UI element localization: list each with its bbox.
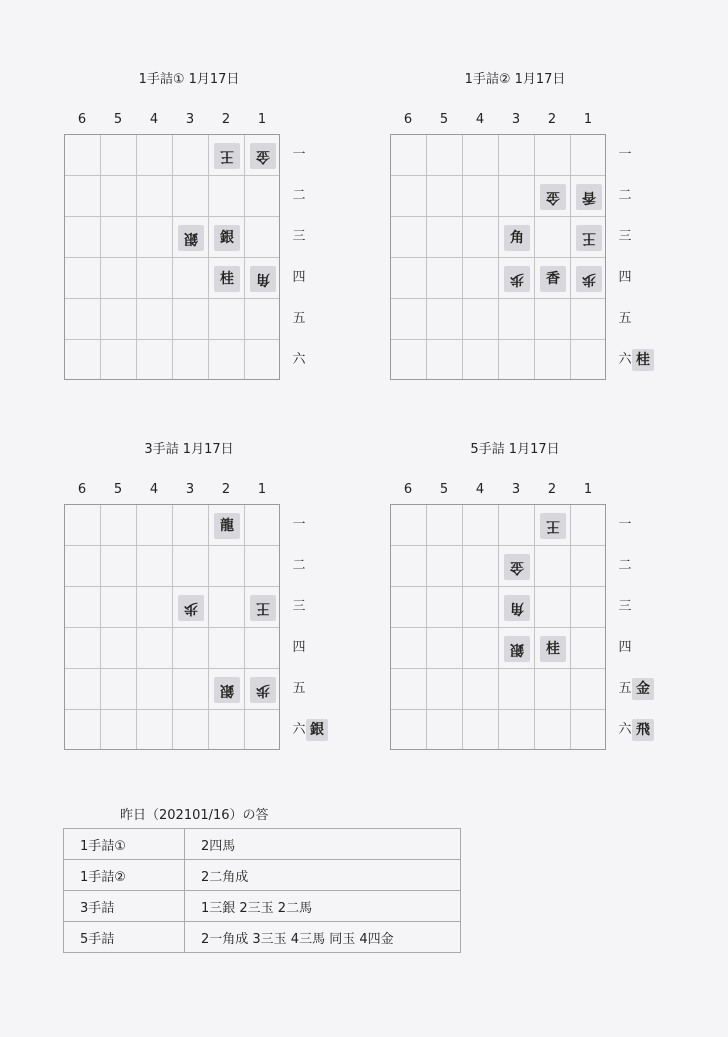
row-label: 三 <box>618 229 632 244</box>
row-label: 二 <box>618 558 632 573</box>
row-label: 一 <box>618 517 632 532</box>
piece-in-hand: 飛 <box>632 719 654 741</box>
puzzle-title: 3手詰 1月17日 <box>144 442 234 457</box>
grid-line <box>208 135 209 379</box>
grid-line <box>391 627 605 628</box>
row-label: 六 <box>292 352 306 367</box>
table-row <box>64 891 461 922</box>
shogi-piece: 歩 <box>504 266 530 292</box>
answer-label: 3手詰 <box>64 891 185 922</box>
grid-line <box>244 505 245 749</box>
column-label: 2 <box>221 482 231 497</box>
row-label: 六 <box>292 722 306 737</box>
shogi-piece: 王 <box>250 595 276 621</box>
shogi-piece: 金 <box>540 184 566 210</box>
shogi-piece: 龍 <box>214 513 240 539</box>
grid-line <box>391 668 605 669</box>
table-row <box>64 922 461 953</box>
row-label: 六 <box>618 352 632 367</box>
row-label: 五 <box>618 311 632 326</box>
column-label: 5 <box>439 112 449 127</box>
row-labels <box>618 504 638 750</box>
row-label: 二 <box>292 558 306 573</box>
grid-line <box>391 257 605 258</box>
shogi-piece: 歩 <box>250 677 276 703</box>
shogi-piece: 銀 <box>178 225 204 251</box>
shogi-piece: 桂 <box>540 636 566 662</box>
answer-label: 5手詰 <box>64 922 185 953</box>
answer-value: 2一角成 3三玉 4三馬 同玉 4四金 <box>185 922 461 953</box>
piece-in-hand: 桂 <box>632 349 654 371</box>
shogi-piece: 角 <box>504 595 530 621</box>
grid-line <box>65 339 279 340</box>
column-label: 3 <box>185 482 195 497</box>
grid-line <box>570 135 571 379</box>
row-label: 一 <box>292 517 306 532</box>
column-label: 5 <box>113 112 123 127</box>
grid-line <box>65 627 279 628</box>
row-label: 六 <box>618 722 632 737</box>
row-label: 二 <box>292 188 306 203</box>
column-label: 6 <box>403 482 413 497</box>
column-labels <box>390 112 606 128</box>
column-label: 2 <box>547 482 557 497</box>
column-label: 5 <box>439 482 449 497</box>
column-label: 3 <box>185 112 195 127</box>
shogi-piece: 王 <box>214 143 240 169</box>
row-labels <box>292 134 312 380</box>
row-label: 二 <box>618 188 632 203</box>
column-label: 4 <box>475 482 485 497</box>
grid-line <box>391 339 605 340</box>
shogi-piece: 角 <box>250 266 276 292</box>
puzzle-title: 1手詰② 1月17日 <box>464 72 566 87</box>
puzzle-3 <box>64 438 364 758</box>
answers-table <box>63 828 461 953</box>
column-label: 6 <box>77 112 87 127</box>
answer-label: 1手詰① <box>64 829 185 860</box>
column-label: 2 <box>547 112 557 127</box>
row-label: 三 <box>292 229 306 244</box>
grid-line <box>244 135 245 379</box>
column-label: 1 <box>257 482 267 497</box>
column-label: 6 <box>77 482 87 497</box>
row-label: 三 <box>292 599 306 614</box>
row-label: 三 <box>618 599 632 614</box>
grid-line <box>570 505 571 749</box>
shogi-piece: 歩 <box>576 266 602 292</box>
row-label: 四 <box>618 270 632 285</box>
table-row <box>64 829 461 860</box>
grid-line <box>391 709 605 710</box>
shogi-piece: 銀 <box>214 225 240 251</box>
shogi-piece: 香 <box>576 184 602 210</box>
column-label: 3 <box>511 112 521 127</box>
column-label: 3 <box>511 482 521 497</box>
row-label: 四 <box>292 640 306 655</box>
row-labels <box>292 504 312 750</box>
grid-line <box>65 298 279 299</box>
row-label: 四 <box>618 640 632 655</box>
piece-in-hand: 銀 <box>306 719 328 741</box>
grid-line <box>65 709 279 710</box>
row-label: 一 <box>618 147 632 162</box>
column-label: 1 <box>257 112 267 127</box>
piece-in-hand: 金 <box>632 678 654 700</box>
answer-value: 1三銀 2三玉 2二馬 <box>185 891 461 922</box>
table-row <box>64 860 461 891</box>
row-labels <box>618 134 638 380</box>
column-label: 2 <box>221 112 231 127</box>
shogi-board <box>64 134 280 380</box>
shogi-board <box>64 504 280 750</box>
grid-line <box>534 505 535 749</box>
column-label: 1 <box>583 482 593 497</box>
column-label: 6 <box>403 112 413 127</box>
shogi-piece: 銀 <box>504 636 530 662</box>
column-label: 1 <box>583 112 593 127</box>
column-labels <box>64 112 280 128</box>
row-label: 一 <box>292 147 306 162</box>
puzzle-2 <box>390 68 690 388</box>
answers-title: 昨日（202101/16）の答 <box>120 808 269 823</box>
column-label: 4 <box>149 112 159 127</box>
grid-line <box>534 135 535 379</box>
column-label: 4 <box>475 112 485 127</box>
answer-value: 2二角成 <box>185 860 461 891</box>
shogi-piece: 王 <box>540 513 566 539</box>
column-labels <box>64 482 280 498</box>
puzzle-title: 1手詰① 1月17日 <box>138 72 240 87</box>
shogi-piece: 桂 <box>214 266 240 292</box>
shogi-piece: 角 <box>504 225 530 251</box>
shogi-piece: 金 <box>250 143 276 169</box>
row-label: 四 <box>292 270 306 285</box>
row-label: 五 <box>618 681 632 696</box>
shogi-piece: 王 <box>576 225 602 251</box>
grid-line <box>391 298 605 299</box>
shogi-board <box>390 134 606 380</box>
grid-line <box>65 668 279 669</box>
answer-label: 1手詰② <box>64 860 185 891</box>
puzzle-4 <box>390 438 690 758</box>
shogi-piece: 金 <box>504 554 530 580</box>
shogi-piece: 香 <box>540 266 566 292</box>
column-label: 5 <box>113 482 123 497</box>
column-label: 4 <box>149 482 159 497</box>
puzzle-1 <box>64 68 364 388</box>
shogi-board <box>390 504 606 750</box>
row-label: 五 <box>292 311 306 326</box>
answer-value: 2四馬 <box>185 829 461 860</box>
grid-line <box>65 257 279 258</box>
shogi-piece: 銀 <box>214 677 240 703</box>
puzzle-title: 5手詰 1月17日 <box>470 442 560 457</box>
column-labels <box>390 482 606 498</box>
grid-line <box>208 505 209 749</box>
row-label: 五 <box>292 681 306 696</box>
shogi-piece: 歩 <box>178 595 204 621</box>
